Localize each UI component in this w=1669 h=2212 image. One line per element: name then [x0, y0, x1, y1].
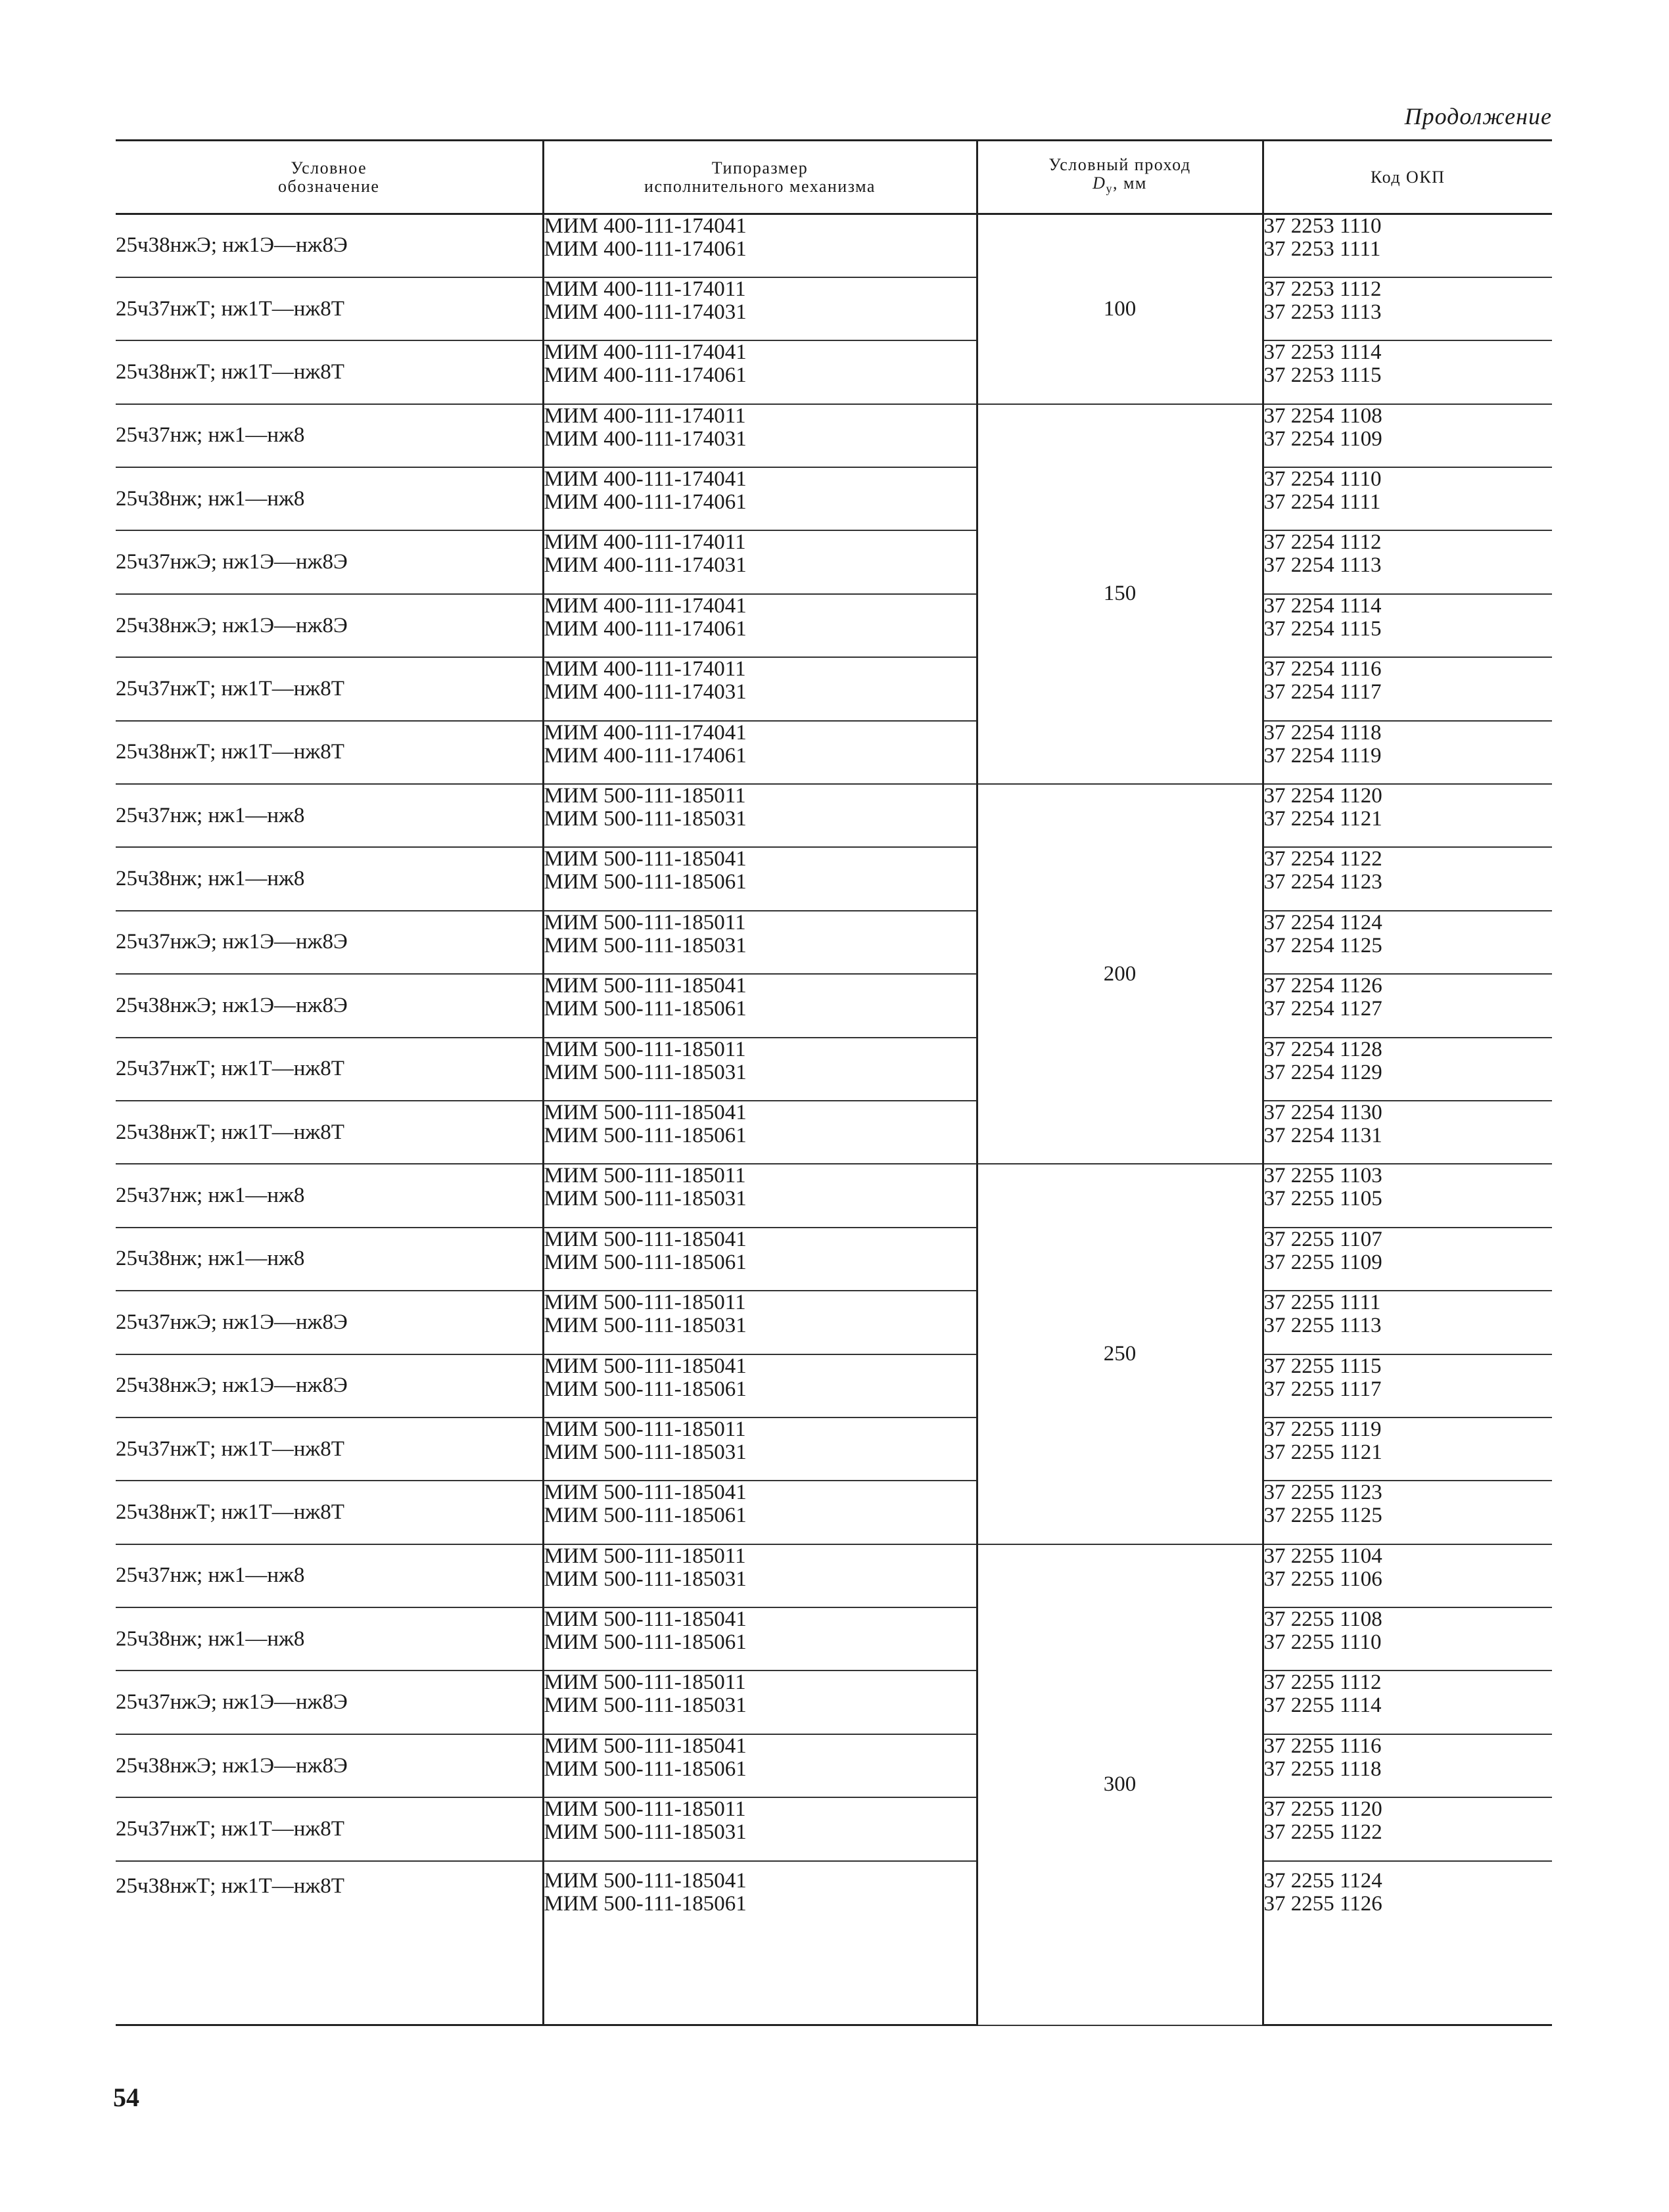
table-row — [116, 1417, 1552, 1481]
mechanism-type: МИМ 500-111-185041 — [544, 847, 747, 871]
okp-code-cell — [1263, 1164, 1552, 1227]
header-mechanism-line: Типоразмер — [711, 158, 809, 177]
designation-cell: 25ч38нжЭ; нж1Э—нж8Э — [116, 1354, 543, 1417]
okp-code-cell — [1263, 214, 1552, 277]
spec-table — [116, 139, 1552, 2026]
mechanism-type: МИМ 500-111-185011 — [544, 1417, 746, 1441]
table-row — [116, 1734, 1552, 1797]
okp-code: 37 2254 1131 — [1263, 1123, 1382, 1147]
mechanism-type: МИМ 500-111-185031 — [544, 1694, 747, 1718]
mechanism-type: МИМ 400-111-174031 — [544, 553, 747, 578]
table-body — [116, 214, 1552, 2025]
table-row — [116, 1861, 1552, 2025]
mechanism-type: МИМ 400-111-174061 — [544, 363, 747, 388]
okp-code-cell — [1263, 1481, 1552, 1544]
okp-code: 37 2255 1103 — [1263, 1164, 1382, 1188]
okp-code: 37 2255 1121 — [1263, 1440, 1382, 1464]
designation-cell: 25ч37нж; нж1—нж8 — [116, 1544, 543, 1607]
okp-code: 37 2255 1120 — [1263, 1797, 1382, 1822]
mechanism-type: МИМ 500-111-185061 — [544, 1630, 747, 1655]
okp-code-cell — [1263, 721, 1552, 784]
mechanism-type: МИМ 500-111-185011 — [544, 784, 746, 808]
designation-cell: 25ч38нж; нж1—нж8 — [116, 847, 543, 910]
mechanism-type: МИМ 500-111-185031 — [544, 1314, 747, 1338]
okp-code: 37 2255 1115 — [1263, 1354, 1382, 1378]
designation-cell: 25ч38нжЭ; нж1Э—нж8Э — [116, 594, 543, 657]
table-row — [116, 1228, 1552, 1291]
okp-code: 37 2254 1123 — [1263, 870, 1382, 894]
mechanism-cell — [543, 1797, 977, 1860]
designation-cell: 25ч38нж; нж1—нж8 — [116, 1607, 543, 1671]
mechanism-cell — [543, 214, 977, 277]
designation-cell: 25ч37нжЭ; нж1Э—нж8Э — [116, 1291, 543, 1354]
okp-code-cell — [1263, 1607, 1552, 1671]
mechanism-cell — [543, 784, 977, 847]
okp-code-cell — [1263, 847, 1552, 910]
mechanism-type: МИМ 500-111-185031 — [544, 1187, 747, 1211]
table-row — [116, 1038, 1552, 1101]
mechanism-type: МИМ 400-111-174011 — [544, 277, 746, 301]
designation-cell: 25ч37нжЭ; нж1Э—нж8Э — [116, 911, 543, 974]
designation-cell: 25ч37нж; нж1—нж8 — [116, 784, 543, 847]
nominal-bore-cell: 300 — [977, 1544, 1263, 2025]
okp-code: 37 2254 1124 — [1263, 910, 1382, 934]
dy-subscript: у — [1106, 182, 1113, 196]
okp-code: 37 2255 1106 — [1263, 1567, 1382, 1591]
mechanism-cell — [543, 657, 977, 720]
mechanism-type: МИМ 400-111-174061 — [544, 490, 747, 515]
okp-code-cell — [1263, 594, 1552, 657]
mechanism-type: МИМ 500-111-185061 — [544, 1123, 747, 1147]
mechanism-type: МИМ 400-111-174061 — [544, 616, 747, 641]
okp-code: 37 2255 1104 — [1263, 1544, 1382, 1568]
designation-cell: 25ч38нжТ; нж1Т—нж8Т — [116, 340, 543, 403]
table-row — [116, 214, 1552, 277]
designation-cell: 25ч38нжТ; нж1Т—нж8Т — [116, 1861, 543, 2025]
header-okp-code: Код ОКП — [1263, 141, 1552, 214]
okp-code: 37 2254 1114 — [1263, 593, 1382, 618]
okp-code-cell — [1263, 1354, 1552, 1417]
okp-code: 37 2254 1116 — [1263, 657, 1382, 681]
header-nominal-bore — [977, 141, 1263, 214]
table-row — [116, 721, 1552, 784]
mechanism-type: МИМ 400-111-174061 — [544, 743, 747, 768]
mechanism-type: МИМ 500-111-185061 — [544, 997, 747, 1021]
mechanism-type: МИМ 500-111-185011 — [544, 1291, 746, 1315]
mechanism-type: МИМ 500-111-185041 — [544, 974, 747, 998]
mechanism-type: МИМ 400-111-174041 — [544, 720, 747, 745]
okp-code: 37 2255 1124 — [1263, 1868, 1382, 1893]
designation-cell: 25ч38нжЭ; нж1Э—нж8Э — [116, 214, 543, 277]
okp-code: 37 2254 1121 — [1263, 807, 1382, 831]
mechanism-type: МИМ 500-111-185041 — [544, 1354, 747, 1378]
mechanism-type: МИМ 400-111-174041 — [544, 467, 747, 492]
okp-code-cell — [1263, 530, 1552, 593]
mechanism-type: МИМ 500-111-185041 — [544, 1100, 747, 1124]
okp-code-cell — [1263, 911, 1552, 974]
mechanism-type: МИМ 500-111-185011 — [544, 1164, 746, 1188]
okp-code-cell — [1263, 1861, 1552, 2025]
mechanism-type: МИМ 500-111-185041 — [544, 1868, 747, 1893]
okp-code-cell — [1263, 1417, 1552, 1481]
okp-code: 37 2255 1118 — [1263, 1757, 1382, 1781]
mechanism-type: МИМ 400-111-174031 — [544, 680, 747, 704]
table-row — [116, 340, 1552, 403]
nominal-bore-cell: 150 — [977, 404, 1263, 784]
okp-code: 37 2255 1126 — [1263, 1891, 1382, 1916]
table-row — [116, 784, 1552, 847]
designation-cell: 25ч38нжЭ; нж1Э—нж8Э — [116, 1734, 543, 1797]
mechanism-cell — [543, 1354, 977, 1417]
mechanism-type: МИМ 400-111-174061 — [544, 237, 747, 261]
okp-code: 37 2253 1113 — [1263, 300, 1382, 324]
header-designation-line: обозначение — [278, 176, 380, 196]
okp-code: 37 2254 1113 — [1263, 553, 1382, 578]
okp-code-cell — [1263, 1228, 1552, 1291]
table-row — [116, 467, 1552, 530]
designation-cell: 25ч37нжТ; нж1Т—нж8Т — [116, 1797, 543, 1860]
designation-cell: 25ч38нж; нж1—нж8 — [116, 1228, 543, 1291]
nominal-bore-cell: 200 — [977, 784, 1263, 1164]
okp-code-cell — [1263, 1291, 1552, 1354]
mechanism-cell — [543, 1164, 977, 1227]
okp-code: 37 2254 1129 — [1263, 1060, 1382, 1084]
okp-code: 37 2255 1122 — [1263, 1820, 1382, 1845]
okp-code: 37 2254 1119 — [1263, 743, 1382, 768]
table-row — [116, 1164, 1552, 1227]
okp-code-cell — [1263, 1101, 1552, 1164]
table-header-row — [116, 141, 1552, 214]
mechanism-type: МИМ 400-111-174041 — [544, 214, 747, 238]
okp-code-cell — [1263, 467, 1552, 530]
designation-cell: 25ч38нж; нж1—нж8 — [116, 467, 543, 530]
header-mechanism — [543, 141, 977, 214]
mechanism-cell — [543, 1734, 977, 1797]
okp-code-cell — [1263, 657, 1552, 720]
mechanism-type: МИМ 500-111-185061 — [544, 1891, 747, 1916]
okp-code: 37 2254 1115 — [1263, 616, 1382, 641]
okp-code: 37 2255 1108 — [1263, 1607, 1382, 1632]
okp-code-cell — [1263, 340, 1552, 403]
okp-code-cell — [1263, 1671, 1552, 1734]
designation-cell: 25ч37нжТ; нж1Т—нж8Т — [116, 277, 543, 340]
okp-code: 37 2255 1117 — [1263, 1377, 1382, 1401]
okp-code: 37 2255 1112 — [1263, 1671, 1382, 1695]
mechanism-cell — [543, 277, 977, 340]
mechanism-type: МИМ 500-111-185041 — [544, 1481, 747, 1505]
okp-code: 37 2255 1110 — [1263, 1630, 1382, 1655]
okp-code: 37 2254 1120 — [1263, 784, 1382, 808]
mechanism-type: МИМ 500-111-185041 — [544, 1227, 747, 1251]
okp-code: 37 2254 1109 — [1263, 426, 1382, 451]
header-designation-line: Условное — [291, 158, 367, 177]
mechanism-cell — [543, 1417, 977, 1481]
okp-code: 37 2254 1118 — [1263, 720, 1382, 745]
table-row — [116, 1797, 1552, 1860]
table-row — [116, 657, 1552, 720]
mechanism-cell — [543, 594, 977, 657]
designation-cell: 25ч38нжТ; нж1Т—нж8Т — [116, 721, 543, 784]
mechanism-cell — [543, 1038, 977, 1101]
mechanism-type: МИМ 500-111-185041 — [544, 1734, 747, 1758]
okp-code: 37 2255 1123 — [1263, 1481, 1382, 1505]
okp-code: 37 2254 1117 — [1263, 680, 1382, 704]
table-row — [116, 1544, 1552, 1607]
okp-code-cell — [1263, 1038, 1552, 1101]
mechanism-type: МИМ 400-111-174041 — [544, 340, 747, 365]
mechanism-type: МИМ 500-111-185011 — [544, 1544, 746, 1568]
table-row — [116, 1354, 1552, 1417]
dy-unit: , мм — [1112, 173, 1147, 193]
table-row — [116, 530, 1552, 593]
mechanism-cell — [543, 911, 977, 974]
spec-table-wrapper — [116, 139, 1552, 2026]
designation-cell: 25ч37нжТ; нж1Т—нж8Т — [116, 1417, 543, 1481]
mechanism-cell — [543, 721, 977, 784]
mechanism-cell — [543, 1544, 977, 1607]
mechanism-type: МИМ 500-111-185031 — [544, 1060, 747, 1084]
okp-code: 37 2255 1113 — [1263, 1314, 1382, 1338]
mechanism-type: МИМ 500-111-185031 — [544, 933, 747, 957]
okp-code: 37 2255 1105 — [1263, 1187, 1382, 1211]
dy-symbol: D — [1093, 173, 1106, 193]
table-row — [116, 404, 1552, 467]
mechanism-type: МИМ 400-111-174011 — [544, 403, 746, 428]
okp-code: 37 2255 1107 — [1263, 1227, 1382, 1251]
mechanism-cell — [543, 1101, 977, 1164]
table-row — [116, 911, 1552, 974]
table-row — [116, 1291, 1552, 1354]
designation-cell: 25ч38нжТ; нж1Т—нж8Т — [116, 1481, 543, 1544]
okp-code: 37 2254 1128 — [1263, 1037, 1382, 1061]
mechanism-type: МИМ 400-111-174011 — [544, 530, 746, 555]
okp-code-cell — [1263, 1797, 1552, 1860]
okp-code: 37 2254 1111 — [1263, 490, 1381, 515]
table-row — [116, 277, 1552, 340]
mechanism-cell — [543, 404, 977, 467]
mechanism-type: МИМ 500-111-185061 — [544, 1757, 747, 1781]
table-row — [116, 847, 1552, 910]
header-nominal-bore-symbol-line — [985, 174, 1256, 198]
mechanism-cell — [543, 1291, 977, 1354]
designation-cell: 25ч38нжЭ; нж1Э—нж8Э — [116, 974, 543, 1037]
designation-cell: 25ч37нжЭ; нж1Э—нж8Э — [116, 530, 543, 593]
okp-code: 37 2253 1112 — [1263, 277, 1382, 301]
okp-code-cell — [1263, 1734, 1552, 1797]
designation-cell: 25ч37нжЭ; нж1Э—нж8Э — [116, 1671, 543, 1734]
mechanism-type: МИМ 500-111-185061 — [544, 1250, 747, 1274]
okp-code: 37 2254 1122 — [1263, 847, 1382, 871]
mechanism-type: МИМ 500-111-185031 — [544, 1820, 747, 1845]
okp-code: 37 2253 1114 — [1263, 340, 1382, 365]
mechanism-type: МИМ 500-111-185061 — [544, 1504, 747, 1528]
table-row — [116, 1101, 1552, 1164]
okp-code: 37 2255 1111 — [1263, 1291, 1381, 1315]
table-row — [116, 1481, 1552, 1544]
mechanism-type: МИМ 500-111-185011 — [544, 1671, 746, 1695]
mechanism-type: МИМ 500-111-185061 — [544, 870, 747, 894]
okp-code-cell — [1263, 404, 1552, 467]
table-row — [116, 974, 1552, 1037]
mechanism-cell — [543, 847, 977, 910]
mechanism-cell — [543, 974, 977, 1037]
mechanism-cell — [543, 467, 977, 530]
mechanism-type: МИМ 400-111-174031 — [544, 300, 747, 324]
continuation-label: Продолжение — [1404, 103, 1552, 129]
mechanism-type: МИМ 500-111-185031 — [544, 1567, 747, 1591]
okp-code: 37 2253 1111 — [1263, 237, 1381, 261]
okp-code: 37 2254 1110 — [1263, 467, 1382, 492]
mechanism-type: МИМ 500-111-185031 — [544, 807, 747, 831]
table-row — [116, 1671, 1552, 1734]
table-row — [116, 594, 1552, 657]
okp-code: 37 2254 1108 — [1263, 403, 1382, 428]
mechanism-cell — [543, 1607, 977, 1671]
header-designation — [116, 141, 543, 214]
okp-code-cell — [1263, 277, 1552, 340]
mechanism-type: МИМ 500-111-185011 — [544, 1797, 746, 1822]
okp-code: 37 2254 1112 — [1263, 530, 1382, 555]
okp-code: 37 2255 1114 — [1263, 1694, 1382, 1718]
okp-code-cell — [1263, 784, 1552, 847]
okp-code: 37 2255 1116 — [1263, 1734, 1382, 1758]
mechanism-type: МИМ 500-111-185061 — [544, 1377, 747, 1401]
mechanism-cell — [543, 1481, 977, 1544]
mechanism-type: МИМ 500-111-185041 — [544, 1607, 747, 1632]
nominal-bore-cell: 250 — [977, 1164, 1263, 1544]
mechanism-type: МИМ 400-111-174031 — [544, 426, 747, 451]
designation-cell: 25ч37нжТ; нж1Т—нж8Т — [116, 1038, 543, 1101]
mechanism-type: МИМ 400-111-174011 — [544, 657, 746, 681]
mechanism-cell — [543, 340, 977, 403]
mechanism-cell — [543, 530, 977, 593]
mechanism-type: МИМ 400-111-174041 — [544, 593, 747, 618]
designation-cell: 25ч37нж; нж1—нж8 — [116, 404, 543, 467]
designation-cell: 25ч37нжТ; нж1Т—нж8Т — [116, 657, 543, 720]
okp-code: 37 2255 1119 — [1263, 1417, 1382, 1441]
nominal-bore-cell: 100 — [977, 214, 1263, 404]
table-row — [116, 1607, 1552, 1671]
mechanism-cell — [543, 1671, 977, 1734]
okp-code-cell — [1263, 974, 1552, 1037]
okp-code: 37 2254 1126 — [1263, 974, 1382, 998]
okp-code: 37 2254 1127 — [1263, 997, 1382, 1021]
page-number: 54 — [113, 2083, 139, 2112]
mechanism-type: МИМ 500-111-185031 — [544, 1440, 747, 1464]
header-nominal-bore-line: Условный проход — [1048, 155, 1191, 175]
okp-code: 37 2253 1115 — [1263, 363, 1382, 388]
designation-cell: 25ч38нжТ; нж1Т—нж8Т — [116, 1101, 543, 1164]
mechanism-type: МИМ 500-111-185011 — [544, 910, 746, 934]
designation-cell: 25ч37нж; нж1—нж8 — [116, 1164, 543, 1227]
mechanism-cell — [543, 1228, 977, 1291]
okp-code: 37 2254 1125 — [1263, 933, 1382, 957]
okp-code: 37 2254 1130 — [1263, 1100, 1382, 1124]
mechanism-cell — [543, 1861, 977, 2025]
mechanism-type: МИМ 500-111-185011 — [544, 1037, 746, 1061]
okp-code-cell — [1263, 1544, 1552, 1607]
okp-code: 37 2253 1110 — [1263, 214, 1382, 238]
okp-code: 37 2255 1125 — [1263, 1504, 1382, 1528]
okp-code: 37 2255 1109 — [1263, 1250, 1382, 1274]
header-mechanism-line: исполнительного механизма — [644, 176, 876, 196]
